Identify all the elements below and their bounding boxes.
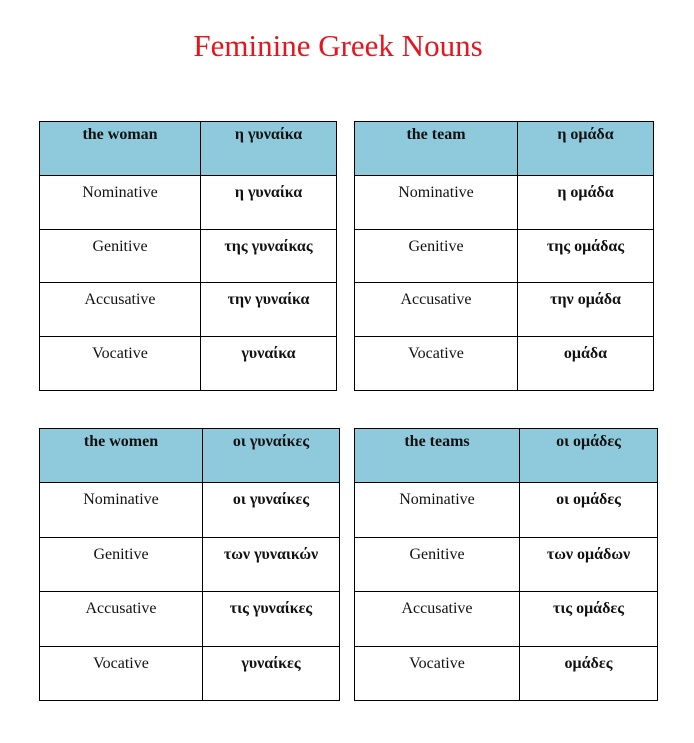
case-label: Accusative — [355, 283, 518, 337]
table-row — [355, 537, 658, 591]
header-english: the teams — [355, 429, 520, 483]
table-the-team — [354, 121, 654, 391]
header-greek: η γυναίκα — [201, 122, 337, 176]
case-form: την ομάδα — [518, 283, 654, 337]
table-row — [355, 592, 658, 646]
case-form: τις γυναίκες — [203, 592, 340, 646]
case-form: ομάδα — [518, 337, 654, 391]
table-row — [355, 283, 654, 337]
case-form: γυναίκα — [201, 337, 337, 391]
case-form: της ομάδας — [518, 229, 654, 283]
header-greek: οι ομάδες — [520, 429, 658, 483]
case-label: Accusative — [355, 592, 520, 646]
case-label: Nominative — [355, 483, 520, 537]
case-form: της γυναίκας — [201, 229, 337, 283]
case-label: Genitive — [355, 229, 518, 283]
case-label: Nominative — [40, 483, 203, 537]
header-greek: η ομάδα — [518, 122, 654, 176]
case-label: Genitive — [355, 537, 520, 591]
case-label: Vocative — [355, 337, 518, 391]
case-form: των ομάδων — [520, 537, 658, 591]
case-label: Genitive — [40, 229, 201, 283]
table-the-woman — [39, 121, 337, 391]
header-english: the woman — [40, 122, 201, 176]
table-row — [40, 175, 337, 229]
table-row — [355, 646, 658, 700]
header-greek: οι γυναίκες — [203, 429, 340, 483]
case-form: των γυναικών — [203, 537, 340, 591]
table-the-teams — [354, 428, 658, 701]
case-label: Nominative — [40, 175, 201, 229]
case-form: η γυναίκα — [201, 175, 337, 229]
case-form: γυναίκες — [203, 646, 340, 700]
table-row — [40, 283, 337, 337]
page-title: Feminine Greek Nouns — [193, 28, 483, 63]
table-row — [355, 175, 654, 229]
table-row — [40, 483, 340, 537]
table-row — [355, 337, 654, 391]
table-row — [40, 646, 340, 700]
table-row — [40, 592, 340, 646]
case-form: οι γυναίκες — [203, 483, 340, 537]
table-header-row — [355, 429, 658, 483]
header-english: the women — [40, 429, 203, 483]
case-label: Vocative — [40, 337, 201, 391]
table-header-row — [355, 122, 654, 176]
case-form: η ομάδα — [518, 175, 654, 229]
case-label: Vocative — [40, 646, 203, 700]
case-form: την γυναίκα — [201, 283, 337, 337]
table-row — [40, 229, 337, 283]
table-row — [40, 537, 340, 591]
case-label: Nominative — [355, 175, 518, 229]
table-header-row — [40, 122, 337, 176]
table-row — [355, 229, 654, 283]
case-label: Genitive — [40, 537, 203, 591]
table-row — [355, 483, 658, 537]
header-english: the team — [355, 122, 518, 176]
case-label: Accusative — [40, 592, 203, 646]
case-form: οι ομάδες — [520, 483, 658, 537]
case-label: Vocative — [355, 646, 520, 700]
case-form: τις ομάδες — [520, 592, 658, 646]
table-the-women — [39, 428, 340, 701]
table-header-row — [40, 429, 340, 483]
case-label: Accusative — [40, 283, 201, 337]
table-row — [40, 337, 337, 391]
case-form: ομάδες — [520, 646, 658, 700]
